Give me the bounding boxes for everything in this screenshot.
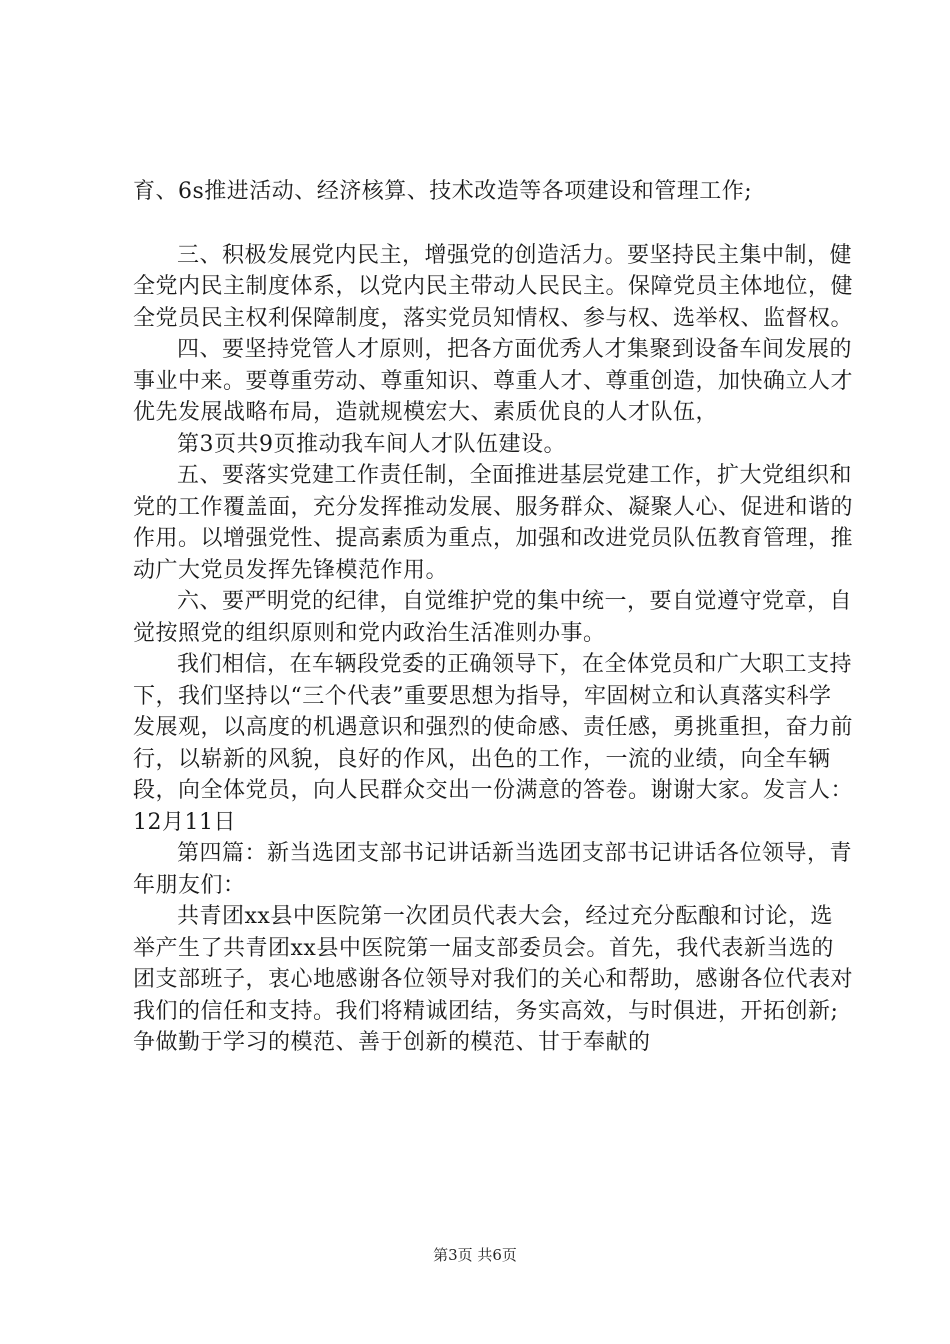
paragraph-continuation: 育、6s推进活动、经济核算、技术改造等各项建设和管理工作;	[133, 179, 753, 204]
paragraph-page-note: 第3页共9页推动我车间人才队伍建设。	[177, 431, 566, 457]
paragraph-section-six: 六、要严明党的纪律，自觉维护党的集中统一，要自觉遵守党章，自觉按照党的组织原则和党内政治生活准则办事。	[133, 589, 853, 646]
paragraph-conclusion: 我们相信，在车辆段党委的正确领导下，在全体党员和广大职工支持下，我们坚持以“三个代表”重要思想为指导，牢固树立和认真落实科学发展观，以高度的机遇意识和强烈的使命感、责任感，勇挑重担，奋力前行，以崭新的风貌，良好的作风，出色的工作，一流的业绩，向全车辆段，向全体党员，向人民群众交出一份满意的答卷。谢谢大家。发言人：12月11日	[133, 652, 854, 835]
paragraph-section-five: 五、要落实党建工作责任制，全面推进基层党建工作，扩大党组织和党的工作覆盖面，充分发挥推动发展、服务群众、凝聚人心、促进和谐的作用。以增强党性、提高素质为重点，加强和改进党员队伍教育管理，推动广大党员发挥先锋模范作用。	[133, 463, 854, 583]
paragraph-speech-body: 共青团xx县中医院第一次团员代表大会，经过充分酝酿和讨论，选举产生了共青团xx县中医院第一届支部委员会。首先，我代表新当选的团支部班子，衷心地感谢各位领导对我们的关心和帮助，感谢各位代表对我们的信任和支持。我们将精诚团结，务实高效，与时俱进，开拓创新;争做勤于学习的模范、善于创新的模范、甘于奉献的	[133, 904, 854, 1055]
page-footer: 第3页 共6页	[433, 1246, 517, 1264]
paragraph-section-three: 三、积极发展党内民主，增强党的创造活力。要坚持民主集中制，健全党内民主制度体系，以党内民主带动人民民主。保障党员主体地位，健全党员民主权利保障制度，落实党员知情权、参与权、选举权、监督权。	[133, 242, 854, 331]
document-body	[133, 176, 853, 1059]
paragraph-section-four: 四、要坚持党管人才原则，把各方面优秀人才集聚到设备车间发展的事业中来。要尊重劳动、尊重知识、尊重人才、尊重创造，加快确立人才优先发展战略布局，造就规模宏大、素质优良的人才队伍，	[133, 337, 854, 425]
paragraph-chapter-four-title: 第四篇：新当选团支部书记讲话新当选团支部书记讲话各位领导，青年朋友们：	[133, 841, 853, 898]
